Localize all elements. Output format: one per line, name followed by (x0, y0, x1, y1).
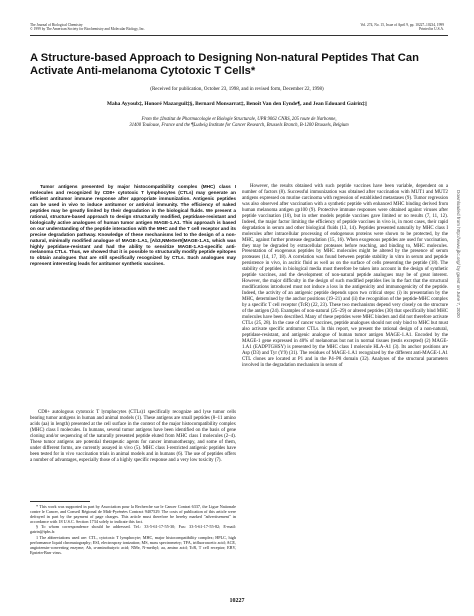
right-column-body (242, 184, 448, 369)
volume-issue: Vol. 274, No. 15, Issue of April 9, pp. 10227–10234, 1999 (360, 23, 444, 27)
received-dates: (Received for publication, October 23, 1998, and in revised form, December 22, 1998) (150, 87, 324, 92)
author-list: Maha Ayyoub‡, Honoré Mazarguil‡§, Bernard Monsarrat‡, Benoît Van den Eynde¶, and Jean Edouard Gairin‡|| (106, 101, 368, 107)
introduction (30, 410, 236, 464)
affiliation-line: 31400 Toulouse, France and the ¶Ludwig Institute for Cancer Research, Brussels Branch, B-1200 Brussels, Belgium (129, 122, 349, 128)
journal-header-right (360, 23, 444, 32)
page-number: 10227 (229, 598, 245, 604)
affiliations (30, 117, 448, 129)
footnote-abbreviations: 1 The abbreviations used are: CTL, cytotoxic T lymphocyte; MHC, major histocompatibility complex; HPLC, high performance liquid chromatography; ESI, electrospray ionization; MS, mass spectrometry; TFA, trifluoroacetic acid; ACE, angiotensin-converting enzyme; Ab, α-aminobutyric acid; NMe, N-methyl; aa, amino acid; TcR, T cell receptor; EBV, Epstein-Barr virus. (30, 534, 236, 555)
article-title: A Structure-based Approach to Designing Non-natural Peptides That Can Activate Anti-melanoma Cytotoxic T Cells* (30, 52, 419, 77)
abstract-text: Tumor antigens presented by major histocompatibility complex (MHC) class I molecules and recognized by CD8+ cytotoxic T lymphocytes (CTLs) may generate an efficient antitumor immune response after appropriate immunization. Antigenic peptides can be used in vivo to induce antitumor or antiviral immunity. The efficiency of naked peptides may be greatly limited by their degradation in the biological fluids. We present a rational, structure-based approach to design structurally modified, peptidase-resistant and biologically active analogues of human tumor antigen MAGE-1.A1. This approach is based on our understanding of the peptide interaction with the MHC and the T cell receptor and its precise degradation pathway. Knowledge of these mechanisms led to the design of a non-natural, minimally modified analogue of MAGE-1.A1, [Ab3,NMeSer9]MAGE-1.A1, which was highly peptidase-resistant and had the ability to sensitize MAGE-1.A1-specific anti-melanoma CTLs. Thus, we showed that it is possible to structurally modify peptide epitopes to obtain analogues that are still specifically recognized by CTLs. Such analogues may represent interesting leads for antitumor synthetic vaccines. (30, 184, 236, 267)
download-notice: Downloaded from http://www.jbc.org/ by guest on June 7, 2020 (456, 190, 461, 318)
printed-in: Printed in U.S.A. (419, 27, 444, 32)
footnote-divider (30, 501, 90, 502)
footnote-funding: * This work was supported in part by Association pour la Recherche sur le Cancer Contrat 6337, the Ligue Nationale contre le Cancer, and Conseil Régional de Midi-Pyrénées Contract 9407529. The costs of publication of this article were defrayed in part by the payment of page charges. This article must therefore be hereby marked "advertisement" in accordance with 18 U.S.C. Section 1734 solely to indicate this fact. (30, 504, 236, 525)
header-divider (30, 35, 448, 36)
intro-paragraph: CD8+ autologous cytotoxic T lymphocytes (CTLs)1 specifically recognize and lyse tumor cells bearing tumor antigens in human and animal models (1). These antigens are small peptides (8–11 amino acids (aa) in length) presented at the cell surface in the context of the major histocompatibility complex (MHC) class I molecules. In humans, several tumor antigens have been identified on the basis of gene cloning and/or sequencing of the naturally presented peptide eluted from MHC class I molecules (2–4). These tumor antigens are potential therapeutic agents for cancer immunotherapy, and some of them, under different forms, are currently assayed in vivo (5). MHC class I-restricted antigenic peptides have been tested for in vivo vaccination trials in animal models and in humans (6). The use of peptides offers a number of advantages, especially those of a highly specific response and a very low toxicity (7). (30, 410, 236, 463)
download-watermark (452, 190, 466, 420)
journal-name: The Journal of Biological Chemistry (30, 23, 83, 27)
journal-header-left (30, 23, 145, 32)
copyright-line: © 1999 by The American Society for Biochemistry and Molecular Biology, Inc. (30, 27, 145, 32)
footnote-correspondence: § To whom correspondence should be addressed. Tel.: 33-5-61-17-55-30; Fax: 33-5-61-17-55-82; E-mail: gairin@ipbs.fr. (30, 524, 236, 535)
affiliation-line: From the ‡Institut de Pharmacologie et Biologie Structurale, UPR 9062 CNRS, 205 route de Narbonne, (141, 117, 337, 122)
footnotes (30, 504, 236, 555)
abstract (30, 184, 236, 267)
body-paragraph: However, the results obtained with such peptide vaccines have been variable, dependent on a number of factors (8). Successful immunization was obtained after vaccination with MUT1 and MUT2 antigens expressed on murine carcinoma with regression of established metastases (9). Tumor regression was also observed after vaccination with a synthetic peptide with enhanced MHC binding derived from human melanoma antigen gp100 (9). Protective immune responses were obtained against viruses after peptide vaccination (10), but in other models peptide vaccines gave limited or no results (7, 11, 12). Indeed, the major factor limiting the efficiency of peptide vaccines in vivo is, in most cases, their rapid degradation in serum and other biological fluids (13, 14). Peptides presented naturally by MHC class I molecules after intracellular processing of endogenous proteins were shown to be protected, by the MHC, against further protease degradation (15, 16). When exogenous peptides are used for vaccination, they may be degraded by extracellular proteases before reaching, and binding to, MHC molecules. Presentation of exogenous peptides by MHC molecules might be altered by the presence of serum proteases (14, 17, 18). A correlation was found between peptide stability in vitro in serum and peptide persistence in vivo, in ascitic fluid as well as on the surface of cells presenting the peptide (18). The stability of peptides in biological media must therefore be taken into account in the design of synthetic peptide vaccines, and the development of non-natural peptide analogues may be of great interest. However, the major difficulty in the design of such modified peptides lies in the fact that the structural modifications introduced must not induce a loss in the antigenicity and immunogenicity of the peptide. Indeed, the activity of an antigenic peptide depends upon two critical steps: (i) its presentation by the MHC, determined by the anchor positions (19–21) and (ii) the recognition of the peptide-MHC complex by a specific T cell receptor (TcR) (22, 23). These two mechanisms depend very closely on the structure of the antigen (24). Examples of non-natural (25–29) or altered peptides (30) that specifically bind MHC molecules have been described. Many of these peptides were MHC binders and did not therefore activate CTLs (25, 28). In the case of cancer vaccines, peptide analogues should not only bind to MHC but must also activate specific antitumor CTLs. In this report, we present the rational design of a non-natural, peptidase-resistant, and antigenic analogue of human tumor antigen MAGE-1.A1. Encoded by the MAGE-1 gene expressed in 40% of melanomas but not in normal tissues (testis excepted) (2) MAGE-1.A1 (EADPTGHSY) is presented by the MHC class I molecule HLA-A1 (3). Its anchor positions are Asp (D3) and Tyr (Y9) (31). The residues of MAGE-1.A1 recognized by the different anti-MAGE-1.A1 CTL clones are located at P1 and in the P4–P8 domain (32). Analyses of the structural parameters involved in the degradation mechanism in serum of (242, 184, 448, 368)
